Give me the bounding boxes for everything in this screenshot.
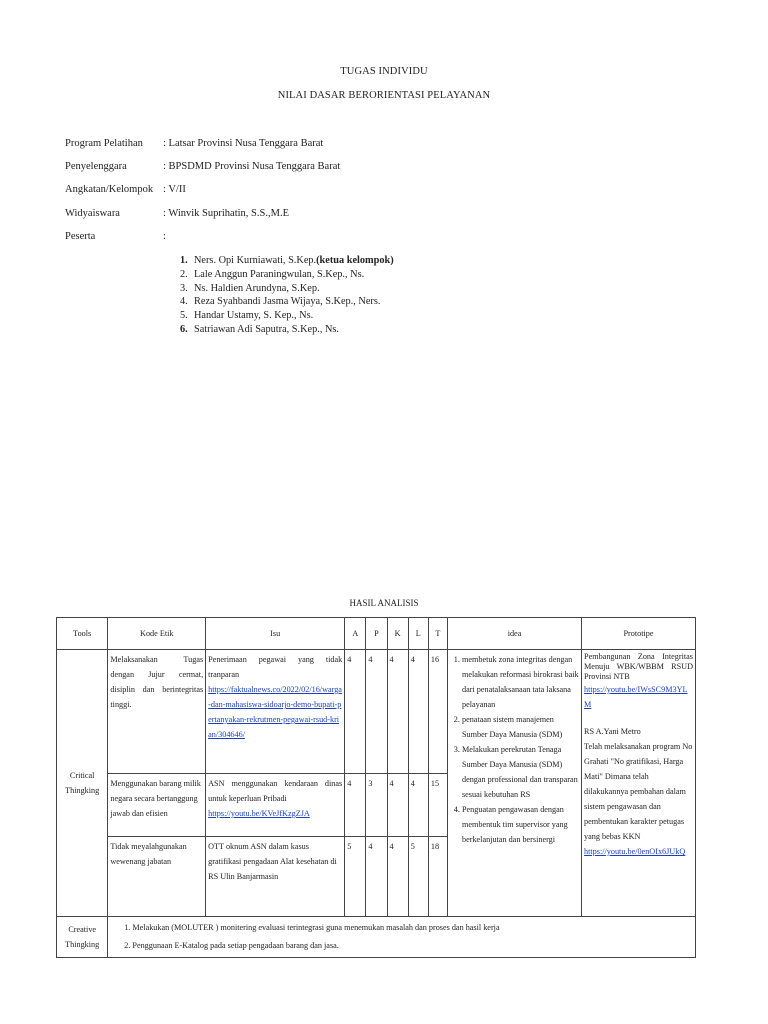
kode-etik-cell: Tidak meyalahgunakan wewenang jabatan bbox=[108, 837, 206, 917]
list-item: 4. Penguatan pengawasan dengan membentuk tim supervisor yang berkelanjutan dan bersinergi bbox=[462, 802, 579, 847]
isu-cell bbox=[206, 774, 345, 837]
score-k: 4 bbox=[387, 837, 408, 917]
list-item: 3. Ns. Haldien Arundyna, S.Kep. bbox=[180, 282, 320, 294]
prototipe-link[interactable]: https://youtu.be/0enOIx6JUkQ bbox=[584, 847, 686, 856]
info-value: : V/II bbox=[163, 184, 186, 195]
participant-name: Handar Ustamy, S. Kep., Ns. bbox=[194, 310, 314, 322]
participant-name: Reza Syahbandi Jasma Wijaya, S.Kep., Ners. bbox=[194, 296, 381, 308]
list-item: 1. Melakukan (MOLUTER ) monitering evaluasi terintegrasi guna menemukan masalah dan proses dan hasil kerja bbox=[132, 919, 693, 937]
isu-text: ASN menggunakan kendaraan dinas untuk keperluan Pribadi bbox=[208, 779, 343, 803]
score-t: 18 bbox=[428, 837, 447, 917]
list-item: 4. Reza Syahbandi Jasma Wijaya, S.Kep., Ners. bbox=[180, 296, 381, 308]
creative-list bbox=[110, 919, 693, 955]
isu-cell bbox=[206, 650, 345, 774]
isu-text: Penerimaan pegawai yang tidak tranparan bbox=[208, 655, 343, 679]
list-item: 1. Ners. Opi Kurniawati, S.Kep. (ketua kelompok) bbox=[180, 255, 394, 266]
score-l: 4 bbox=[408, 650, 428, 774]
info-label: Peserta bbox=[65, 231, 96, 242]
header-prototipe: Prototipe bbox=[582, 618, 696, 650]
list-item: 6. Satriawan Adi Saputra, S.Kep., Ns. bbox=[180, 323, 339, 335]
score-t: 15 bbox=[428, 774, 447, 837]
participant-name: Satriawan Adi Saputra, S.Kep., Ns. bbox=[194, 323, 339, 335]
info-penyelenggara bbox=[65, 161, 340, 172]
prototipe-link[interactable]: https://youtu.be/IWsSC9M3YLM bbox=[584, 685, 688, 709]
score-p: 4 bbox=[366, 650, 387, 774]
creative-cell bbox=[108, 917, 696, 958]
info-widyaiswara bbox=[65, 208, 289, 219]
header-isu: Isu bbox=[206, 618, 345, 650]
score-p: 3 bbox=[366, 774, 387, 837]
list-item: 3. Melakukan perekrutan Tenaga Sumber Daya Manusia (SDM) dengan professional dan transparan sesuai kebutuhan RS bbox=[462, 742, 579, 802]
score-l: 5 bbox=[408, 837, 428, 917]
header-t: T bbox=[428, 618, 447, 650]
score-t: 16 bbox=[428, 650, 447, 774]
header-kode-etik: Kode Etik bbox=[108, 618, 206, 650]
header-k: K bbox=[387, 618, 408, 650]
table-header-row bbox=[57, 618, 696, 650]
table-row bbox=[57, 650, 696, 774]
info-angkatan bbox=[65, 184, 186, 195]
participant-name: Ners. Opi Kurniawati, S.Kep. bbox=[194, 255, 317, 266]
participant-name: Ns. Haldien Arundyna, S.Kep. bbox=[194, 282, 320, 294]
info-peserta bbox=[65, 231, 166, 242]
info-value: : bbox=[163, 231, 166, 242]
info-value: : Winvik Suprihatin, S.S.,M.E bbox=[163, 208, 289, 219]
list-item: 2. Penggunaan E-Katalog pada setiap pengadaan barang dan jasa. bbox=[132, 937, 693, 955]
participant-list bbox=[180, 254, 394, 337]
document-subtitle: NILAI DASAR BERORIENTASI PELAYANAN bbox=[277, 90, 491, 101]
list-item: 1. membetuk zona integritas dengan melakukan reformasi birokrasi baik dari penatalaksanaan tata laksana pelayanan bbox=[462, 652, 579, 712]
info-program bbox=[65, 138, 323, 149]
list-item: 2. Lale Anggun Paraningwulan, S.Kep., Ns. bbox=[180, 268, 365, 280]
tool-critical: Critical Thingking bbox=[57, 650, 108, 917]
participant-name: Lale Anggun Paraningwulan, S.Kep., Ns. bbox=[194, 268, 365, 280]
score-a: 4 bbox=[345, 650, 366, 774]
info-value: : Latsar Provinsi Nusa Tenggara Barat bbox=[163, 138, 324, 149]
isu-text: OTT oknum ASN dalam kasus gratifikasi pengadaan Alat kesehatan di RS Ulin Banjarmasin bbox=[208, 842, 337, 881]
isu-link[interactable]: https://faktualnews.co/2022/02/16/warga-dan-mahasiswa-sidoarjo-demo-bupati-pertanyakan-rekrutmen-pegawai-rsud-krian/304646/ bbox=[208, 685, 342, 739]
header-a: A bbox=[345, 618, 366, 650]
info-label: Angkatan/Kelompok bbox=[65, 184, 154, 195]
document-title: TUGAS INDIVIDU bbox=[340, 66, 428, 77]
score-l: 4 bbox=[408, 774, 428, 837]
header-idea: idea bbox=[447, 618, 581, 650]
list-item: 5. Handar Ustamy, S. Kep., Ns. bbox=[180, 310, 314, 322]
score-k: 4 bbox=[387, 650, 408, 774]
info-label: Penyelenggara bbox=[65, 161, 127, 172]
header-l: L bbox=[408, 618, 428, 650]
info-label: Program Pelatihan bbox=[65, 138, 143, 149]
analysis-title: HASIL ANALISIS bbox=[349, 598, 419, 608]
info-label: Widyaiswara bbox=[65, 208, 120, 219]
prototipe-description: Telah melaksanakan program No Grahati "No gratifikasi, Harga Mati" Dimana telah dilakukannya pembahan dalam sistem pengawasan dan pembentukan karakter petugas yang bebas KKN bbox=[584, 742, 693, 841]
prototipe-hospital: RS A.Yani Metro bbox=[584, 727, 641, 736]
analysis-table bbox=[56, 617, 696, 958]
idea-cell bbox=[447, 650, 581, 917]
list-item: 2. penataan sistem manajemen Sumber Daya Manusia (SDM) bbox=[462, 712, 579, 742]
idea-list bbox=[450, 652, 579, 847]
score-a: 5 bbox=[345, 837, 366, 917]
participant-role: (ketua kelompok) bbox=[316, 255, 394, 266]
kode-etik-cell: Melaksanakan Tugas dengan Jujur cermat, disiplin dan berintegritas tinggi. bbox=[108, 650, 206, 774]
kode-etik-cell: Menggunakan barang milik negara secara bertanggung jawab dan efisien bbox=[108, 774, 206, 837]
score-k: 4 bbox=[387, 774, 408, 837]
info-value: : BPSDMD Provinsi Nusa Tenggara Barat bbox=[163, 161, 341, 172]
isu-link[interactable]: https://youtu.be/KVeJfKzgZJA bbox=[208, 809, 310, 818]
tool-creative: Creative Thingking bbox=[57, 917, 108, 958]
prototipe-text: Pembangunan Zona Integritas Menuju WBK/WBBM RSUD Provinsi NTB bbox=[584, 652, 693, 681]
prototipe-cell bbox=[582, 650, 696, 917]
table-row bbox=[57, 917, 696, 958]
header-tools: Tools bbox=[57, 618, 108, 650]
header-p: P bbox=[366, 618, 387, 650]
score-a: 4 bbox=[345, 774, 366, 837]
isu-cell bbox=[206, 837, 345, 917]
score-p: 4 bbox=[366, 837, 387, 917]
